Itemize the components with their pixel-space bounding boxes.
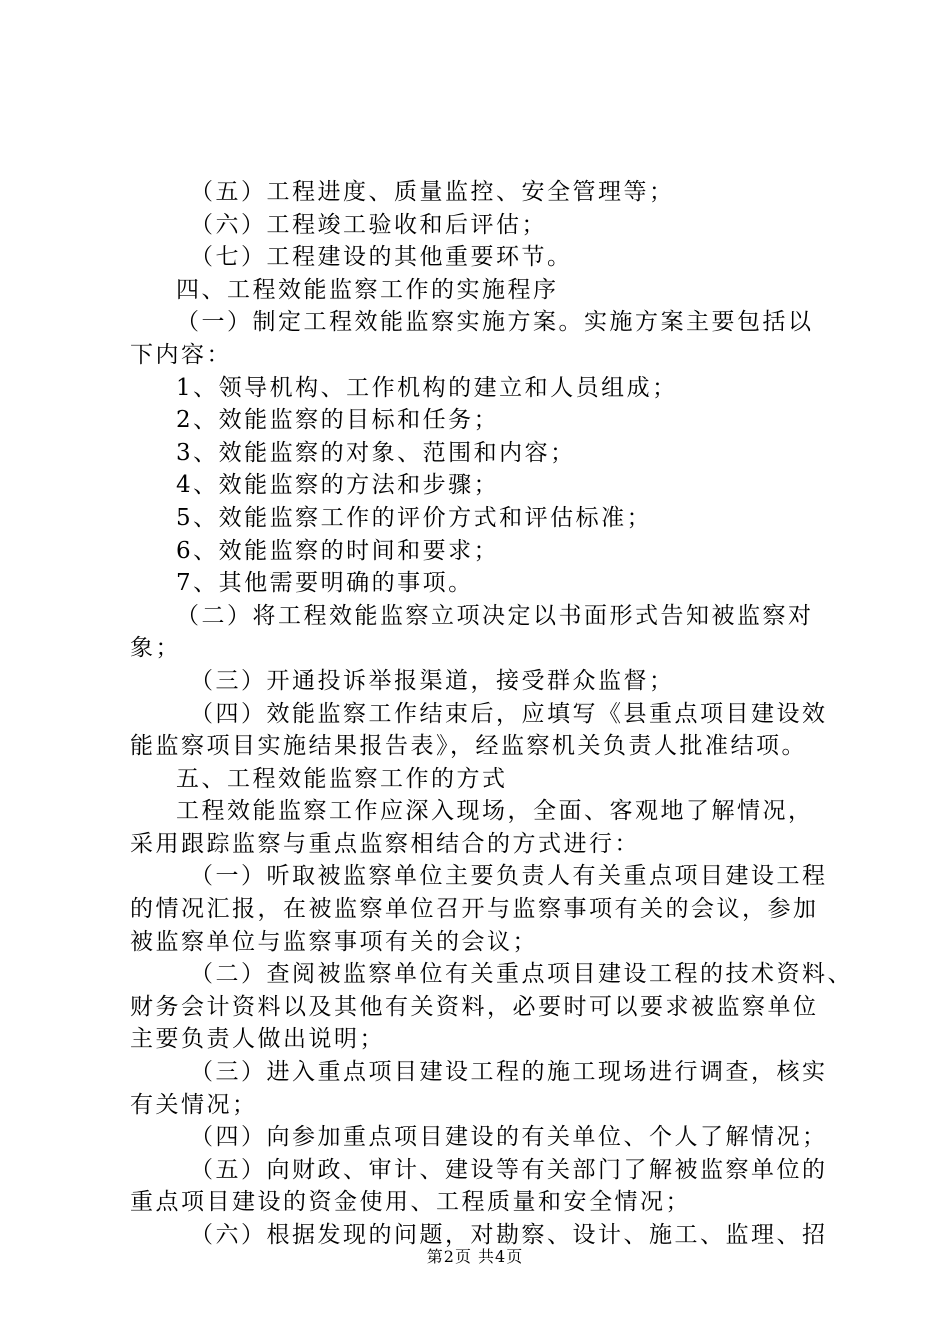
text-line: 3、效能监察的对象、范围和内容；: [176, 439, 576, 466]
text-line: 重点项目建设的资金使用、工程质量和安全情况；: [130, 1189, 691, 1216]
text-line: 能监察项目实施结果报告表》，经监察机关负责人批准结项。: [130, 733, 807, 760]
page-number-footer: 第2页 共4页: [426, 1247, 524, 1266]
text-line: 象；: [130, 635, 181, 662]
text-line: （七）工程建设的其他重要环节。: [190, 244, 573, 271]
text-line: （二）查阅被监察单位有关重点项目建设工程的技术资料、: [190, 961, 853, 988]
text-line: 有关情况；: [130, 1091, 258, 1118]
text-line: 5、效能监察工作的评价方式和评估标准；: [176, 504, 653, 531]
text-line: （三）开通投诉举报渠道，接受群众监督；: [190, 667, 675, 694]
text-line: 五、工程效能监察工作的方式: [176, 765, 508, 792]
text-line: （二）将工程效能监察立项决定以书面形式告知被监察对: [176, 602, 814, 629]
text-line: 的情况汇报，在被监察单位召开与监察事项有关的会议，参加: [130, 896, 819, 923]
text-line: 四、工程效能监察工作的实施程序: [176, 276, 559, 303]
document-body: [130, 176, 853, 1252]
text-line: 7、其他需要明确的事项。: [176, 570, 474, 597]
text-line: （五）向财政、审计、建设等有关部门了解被监察单位的: [190, 1156, 828, 1183]
text-line: 下内容：: [130, 341, 232, 368]
text-line: 采用跟踪监察与重点监察相结合的方式进行：: [130, 830, 640, 857]
text-line: （六）根据发现的问题，对勘察、设计、施工、监理、招: [190, 1222, 828, 1248]
text-line: 主要负责人做出说明；: [130, 1026, 385, 1053]
text-line: （三）进入重点项目建设工程的施工现场进行调查，核实: [190, 1059, 828, 1086]
text-line: 4、效能监察的方法和步骤；: [176, 472, 500, 499]
text-line: 2、效能监察的目标和任务；: [176, 407, 500, 434]
text-line: （一）听取被监察单位主要负责人有关重点项目建设工程: [190, 863, 828, 890]
text-line: 工程效能监察工作应深入现场，全面、客观地了解情况，: [176, 798, 814, 825]
text-line: 1、领导机构、工作机构的建立和人员组成；: [176, 374, 678, 401]
text-line: （五）工程进度、质量监控、安全管理等；: [190, 179, 675, 205]
text-line: （六）工程竣工验收和后评估；: [190, 211, 547, 238]
text-line: （一）制定工程效能监察实施方案。实施方案主要包括以: [176, 309, 814, 336]
text-line: （四）向参加重点项目建设的有关单位、个人了解情况；: [190, 1124, 828, 1151]
text-line: 被监察单位与监察事项有关的会议；: [130, 928, 538, 955]
text-line: 6、效能监察的时间和要求；: [176, 537, 500, 564]
text-line: （四）效能监察工作结束后，应填写《县重点项目建设效: [190, 700, 828, 727]
text-line: 财务会计资料以及其他有关资料，必要时可以要求被监察单位: [130, 993, 819, 1020]
